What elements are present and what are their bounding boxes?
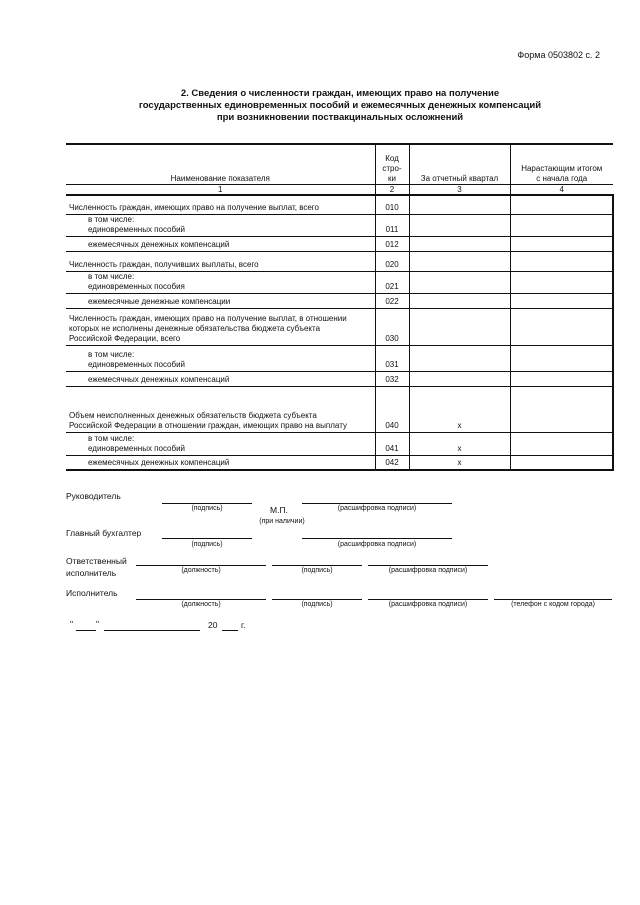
- cumulative-value-cell[interactable]: [510, 432, 613, 455]
- cumulative-value-cell[interactable]: [510, 345, 613, 371]
- quarter-value-cell[interactable]: [409, 251, 510, 271]
- responsible-signature-line[interactable]: [272, 565, 362, 566]
- row-label: ежемесячные денежные компенсации: [66, 293, 375, 308]
- quarter-value-cell[interactable]: х: [409, 386, 510, 432]
- table-row: [66, 236, 613, 251]
- row-code: 031: [375, 345, 409, 371]
- column-numbers: [66, 185, 613, 196]
- chief-accountant-label: Главный бухгалтер: [66, 528, 142, 538]
- row-label: в том числе: единовременных пособий: [66, 345, 375, 371]
- date-quote-close: ": [96, 619, 100, 629]
- row-label: в том числе: единовременных пособий: [66, 432, 375, 455]
- row-label: в том числе: единовременных пособия: [66, 271, 375, 293]
- row-code: 030: [375, 308, 409, 345]
- cumulative-value-cell[interactable]: [510, 371, 613, 386]
- table-header: [66, 144, 613, 185]
- position-caption: (должность): [181, 567, 221, 574]
- row-label: Численность граждан, имеющих право на получение выплат, в отношении которых не исполнены денежные обязательства бюджета субъекта Российской Федерации, всего: [66, 308, 375, 345]
- form-code: Форма 0503802 с. 2: [517, 50, 600, 60]
- row-label: ежемесячных денежных компенсаций: [66, 236, 375, 251]
- row-code: 040: [375, 386, 409, 432]
- table-row: [66, 371, 613, 386]
- header-cumulative: Нарастающим итогом с начала года: [510, 144, 613, 185]
- header-name: Наименование показателя: [66, 144, 375, 185]
- head-signature-line[interactable]: [162, 503, 252, 504]
- row-label: ежемесячных денежных компенсаций: [66, 455, 375, 470]
- chief-decoding-line[interactable]: [302, 538, 452, 539]
- cumulative-value-cell[interactable]: [510, 293, 613, 308]
- cumulative-value-cell[interactable]: [510, 455, 613, 470]
- phone-caption: (телефон с кодом города): [511, 601, 595, 608]
- title-line: государственных единовременных пособий и ежемесячных денежных компенсаций: [138, 100, 542, 111]
- cumulative-value-cell[interactable]: [510, 195, 613, 214]
- table-row: [66, 308, 613, 345]
- mp-label: М.П.: [270, 505, 288, 515]
- row-code: 012: [375, 236, 409, 251]
- table-row: [66, 455, 613, 470]
- chief-signature-line[interactable]: [162, 538, 252, 539]
- row-label: Численность граждан, имеющих право на получение выплат, всего: [66, 195, 375, 214]
- quarter-value-cell[interactable]: [409, 195, 510, 214]
- responsible-label: Ответственный исполнитель: [66, 556, 127, 578]
- quarter-value-cell[interactable]: х: [409, 455, 510, 470]
- table-row: [66, 432, 613, 455]
- cumulative-value-cell[interactable]: [510, 271, 613, 293]
- signature-caption: (подпись): [191, 541, 223, 548]
- decoding-caption: (расшифровка подписи): [388, 567, 468, 574]
- table-row: [66, 251, 613, 271]
- row-label: Численность граждан, получивших выплаты, всего: [66, 251, 375, 271]
- date-month-line[interactable]: [104, 630, 200, 631]
- mp-note: (при наличии): [259, 518, 305, 525]
- row-code: 022: [375, 293, 409, 308]
- table-body: [66, 195, 613, 470]
- cumulative-value-cell[interactable]: [510, 251, 613, 271]
- title-line: 2. Сведения о численности граждан, имеющих право на получение: [180, 88, 500, 99]
- decoding-caption: (расшифровка подписи): [388, 601, 468, 608]
- table-row: [66, 293, 613, 308]
- row-code: 041: [375, 432, 409, 455]
- quarter-value-cell[interactable]: [409, 371, 510, 386]
- row-code: 011: [375, 214, 409, 236]
- row-code: 010: [375, 195, 409, 214]
- quarter-value-cell[interactable]: х: [409, 432, 510, 455]
- row-code: 020: [375, 251, 409, 271]
- table-row: [66, 345, 613, 371]
- date-quote-open: ": [70, 619, 74, 629]
- quarter-value-cell[interactable]: [409, 271, 510, 293]
- executor-position-line[interactable]: [136, 599, 266, 600]
- quarter-value-cell[interactable]: [409, 345, 510, 371]
- column-number: 2: [375, 185, 409, 196]
- cumulative-value-cell[interactable]: [510, 308, 613, 345]
- position-caption: (должность): [181, 601, 221, 608]
- column-number: 1: [66, 185, 375, 196]
- head-label: Руководитель: [66, 491, 121, 501]
- quarter-value-cell[interactable]: [409, 308, 510, 345]
- quarter-value-cell[interactable]: [409, 214, 510, 236]
- table-row: [66, 195, 613, 214]
- head-decoding-line[interactable]: [302, 503, 452, 504]
- responsible-decoding-line[interactable]: [368, 565, 488, 566]
- header-quarter: За отчетный квартал: [409, 144, 510, 185]
- executor-label: Исполнитель: [66, 588, 118, 598]
- header-code: Код стро- ки: [375, 144, 409, 185]
- cumulative-value-cell[interactable]: [510, 236, 613, 251]
- title-line: при возникновении поствакцинальных осложнений: [216, 112, 464, 123]
- table-row: [66, 271, 613, 293]
- date-year-prefix: 20: [208, 620, 218, 630]
- signature-caption: (подпись): [301, 601, 333, 608]
- column-number: 4: [510, 185, 613, 196]
- responsible-position-line[interactable]: [136, 565, 266, 566]
- decoding-caption: (расшифровка подписи): [337, 541, 417, 548]
- signature-caption: (подпись): [191, 505, 223, 512]
- executor-decoding-line[interactable]: [368, 599, 488, 600]
- executor-phone-line[interactable]: [494, 599, 612, 600]
- indicators-table: [66, 143, 614, 471]
- table-row: [66, 386, 613, 432]
- table-row: [66, 214, 613, 236]
- quarter-value-cell[interactable]: [409, 293, 510, 308]
- row-label: в том числе: единовременных пособий: [66, 214, 375, 236]
- cumulative-value-cell[interactable]: [510, 214, 613, 236]
- decoding-caption: (расшифровка подписи): [337, 505, 417, 512]
- row-code: 042: [375, 455, 409, 470]
- row-label: ежемесячных денежных компенсаций: [66, 371, 375, 386]
- date-day-line[interactable]: [76, 630, 96, 631]
- row-code: 021: [375, 271, 409, 293]
- date-year-line[interactable]: [222, 630, 238, 631]
- row-label: Объем неисполненных денежных обязательств бюджета субъекта Российской Федерации в отношении граждан, имеющих право на выплату: [66, 386, 375, 432]
- signature-caption: (подпись): [301, 567, 333, 574]
- quarter-value-cell[interactable]: [409, 236, 510, 251]
- section-title: [100, 88, 580, 124]
- row-code: 032: [375, 371, 409, 386]
- executor-signature-line[interactable]: [272, 599, 362, 600]
- date-suffix: г.: [241, 620, 246, 630]
- cumulative-value-cell[interactable]: [510, 386, 613, 432]
- column-number: 3: [409, 185, 510, 196]
